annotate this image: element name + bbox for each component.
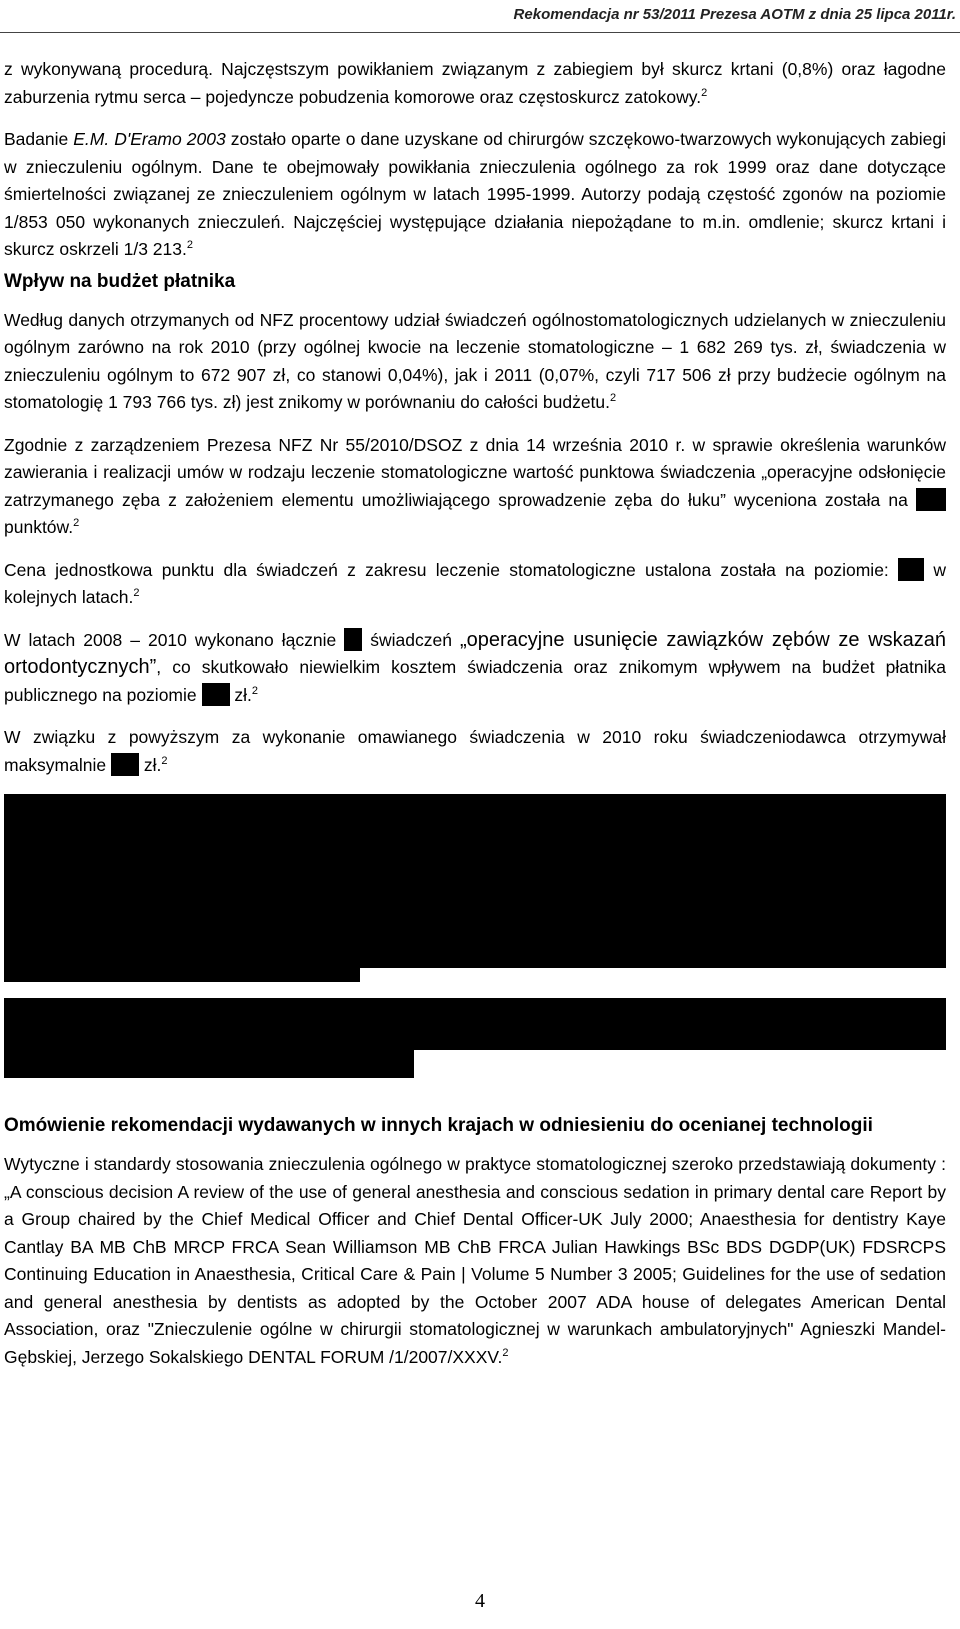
footnote-ref: 2 (502, 1346, 509, 1359)
paragraph-max: W związku z powyższym za wykonanie omawianego świadczenia w 2010 roku świadczeniodawca otrzymywał maksymalnie zł.$^2$ (4, 727, 946, 775)
section-heading-recommendations: Omówienie rekomendacji wydawanych w innych krajach w odniesieniu do ocenianej technologii (4, 1115, 873, 1136)
paragraph-intro: z wykonywaną procedurą. Najczęstszym powikłaniem związanym z zabiegiem był skurcz krtani (0,8%) oraz łagodne zaburzenia rytmu serca – pojedyncze pobudzenia komorowe oraz częstoskurcz zatokowy.$^2$ (4, 59, 946, 107)
page-content (4, 56, 946, 1386)
redaction-bar (4, 794, 946, 968)
footnote-ref: 2 (610, 392, 617, 405)
footnote-ref: 2 (186, 239, 193, 252)
study-author: E.M. D'Eramo 2003 (73, 129, 226, 149)
header-rule (0, 32, 960, 33)
running-header: Rekomendacja nr 53/2011 Prezesa AOTM z dnia 25 lipca 2011r. (513, 6, 956, 23)
paragraph-guidelines: Wytyczne i standardy stosowania znieczulenia ogólnego w praktyce stomatologicznej szeroko przedstawiają dokumenty : „A conscious decision A review of the use of general anesthesia and conscious sedation in primary dental care Report by a Group chaired by the Chief Medical Officer and Chief Dental Officer-UK July 2000; Anaesthesia for dentistry Kaye Cantlay BA MB ChB MRCP FRCA Sean Williamson MB ChB FRCA Julian Hawkings BSc BDS DGDP(UK) FDSRCPS Continuing Education in Anaesthesia, Critical Care & Pain | Volume 5 Number 3 2005; Guidelines for the use of sedation and general anesthesia by dentists as adopted by the October 2007 ADA house of delegates American Dental Association, oraz "Znieczulenie ogólne w chirurgii stomatologicznej w warunkach ambulatoryjnych" Agnieszki Mandel-Gębskiej, Jerzego Sokalskiego DENTAL FORUM /1/2007/XXXV.$^2$ (4, 1154, 946, 1367)
redaction-box (344, 628, 362, 651)
footnote-ref: 2 (161, 754, 168, 767)
redaction-box (916, 488, 946, 511)
redaction-bar (4, 968, 360, 982)
footnote-ref: 2 (701, 86, 708, 99)
paragraph-study: Badanie E.M. D'Eramo 2003 zostało oparte o dane uzyskane od chirurgów szczękowo-twarzowych wykonujących zabiegi w znieczuleniu ogólnym. Dane te obejmowały powikłania znieczulenia ogólnego za rok 1999 oraz dane dotyczące śmiertelności związanej ze znieczuleniem ogólnym w latach 1995-1999. Autorzy podają częstość zgonów na poziomie 1/853 050 wykonanych znieczuleń. Najczęściej występujące działania niepożądane to m.in. omdlenie; skurcz krtani i skurcz oskrzeli 1/3 213.$^2$ (4, 129, 946, 259)
redaction-bar (4, 1050, 414, 1078)
redaction-box (202, 683, 230, 706)
redaction-box (898, 558, 924, 581)
redacted-block (4, 794, 946, 1082)
page-number: 4 (475, 1590, 485, 1612)
redaction-bar (4, 998, 946, 1050)
footnote-ref: 2 (133, 587, 140, 600)
procedure-name: „operacyjne usunięcie zawiązków zębów ze wskazań ortodontycznych” (4, 628, 947, 678)
section-heading-budget: Wpływ na budżet płatnika (4, 270, 236, 292)
footnote-ref: 2 (73, 517, 80, 530)
footnote-ref: 2 (251, 684, 258, 697)
redaction-box (111, 753, 139, 776)
paragraph-order: Zgodnie z zarządzeniem Prezesa NFZ Nr 55/2010/DSOZ z dnia 14 września 2010 r. w sprawie określenia warunków zawierania i realizacji umów w rodzaju leczenie stomatologiczne wartość punktowa świadczenia „operacyjne odsłonięcie zatrzymanego zęba z założeniem elementu umożliwiającego sprowadzenie zęba do łuku” wyceniona została na punktów.$^2$ (4, 434, 946, 537)
paragraph-years: W latach 2008 – 2010 wykonano łącznie świadczeń „operacyjne usunięcie zawiązków zębów ze wskazań ortodontycznych”, co skutkowało niewielkim kosztem świadczenia oraz znikomym wpływem na budżet płatnika publicznego na poziomie zł.$^2$ (4, 628, 947, 705)
paragraph-budget: Według danych otrzymanych od NFZ procentowy udział świadczeń ogólnostomatologicznych udzielanych w znieczuleniu ogólnym zarówno na rok 2010 (przy ogólnej kwocie na leczenie stomatologiczne – 1 682 269 tys. zł, świadczenia w znieczuleniu ogólnym to 672 907 zł, co stanowi 0,04%), jak i 2011 (0,07%, czyli 717 506 zł przy budżecie ogólnym na stomatologię 1 793 766 tys. zł) jest znikomy w porównaniu do całości budżetu.$^2$ (4, 309, 946, 412)
paragraph-price: Cena jednostkowa punktu dla świadczeń z zakresu leczenie stomatologiczne ustalona została na poziomie: w kolejnych latach.$^2$ (4, 559, 946, 607)
